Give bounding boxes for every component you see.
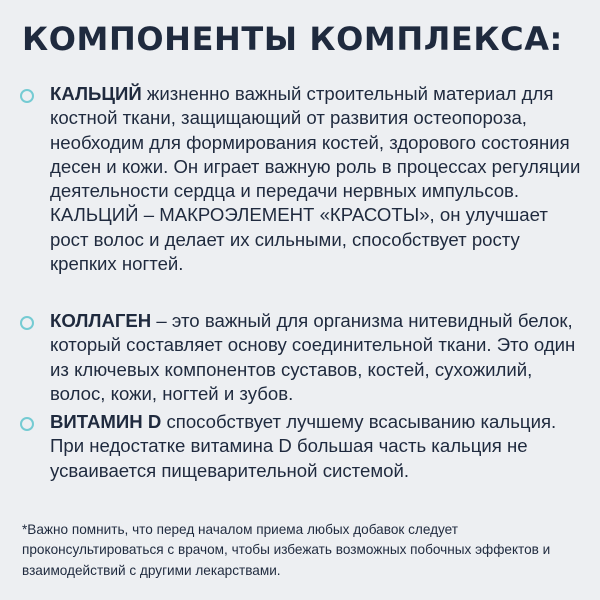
component-keyword: КОЛЛАГЕН — [50, 310, 152, 331]
page-title: КОМПОНЕНТЫ КОМПЛЕКСА: — [22, 20, 563, 58]
component-paragraph — [50, 309, 582, 406]
component-item-collagen — [20, 309, 582, 406]
component-description — [50, 410, 582, 483]
circle-bullet-icon — [20, 89, 34, 103]
component-text: – это важный для организма нитевидный белок, который составляет основу соединительной ткани. Это один из ключевых компонентов суставов, костей, сухожилий, волос, кожи, ногтей и зубов. — [50, 310, 576, 404]
component-text: способствует лучшему всасыванию кальция. При недостатке витамина D большая часть кальция не усваивается пищеварительной системой. — [50, 411, 557, 481]
component-description — [50, 82, 582, 276]
circle-bullet-icon — [20, 316, 34, 330]
component-keyword: ВИТАМИН D — [50, 411, 162, 432]
component-paragraph — [50, 410, 582, 483]
component-item-calcium — [20, 82, 582, 276]
footnote: *Важно помнить, что перед началом приема любых добавок следует проконсультироваться с врачом, чтобы избежать возможных побочных эффектов и взаимодействий с другими лекарствами. — [22, 522, 551, 578]
component-paragraph — [50, 82, 582, 203]
component-text: жизненно важный строительный материал для костной ткани, защищающий от развития остеопороза, необходим для формирования костей, здорового состояния десен и кожи. Он играет важную роль в процессах регуляции деятельности сердца и передачи нервных импульсов. — [50, 83, 581, 202]
component-extra-text: КАЛЬЦИЙ – МАКРОЭЛЕМЕНТ «КРАСОТЫ», он улучшает рост волос и делает их сильными, способствует росту крепких ногтей. — [50, 204, 548, 275]
component-description — [50, 309, 582, 406]
circle-bullet-icon — [20, 417, 34, 431]
component-item-vitamin-d — [20, 410, 582, 483]
component-keyword: КАЛЬЦИЙ — [50, 83, 142, 104]
